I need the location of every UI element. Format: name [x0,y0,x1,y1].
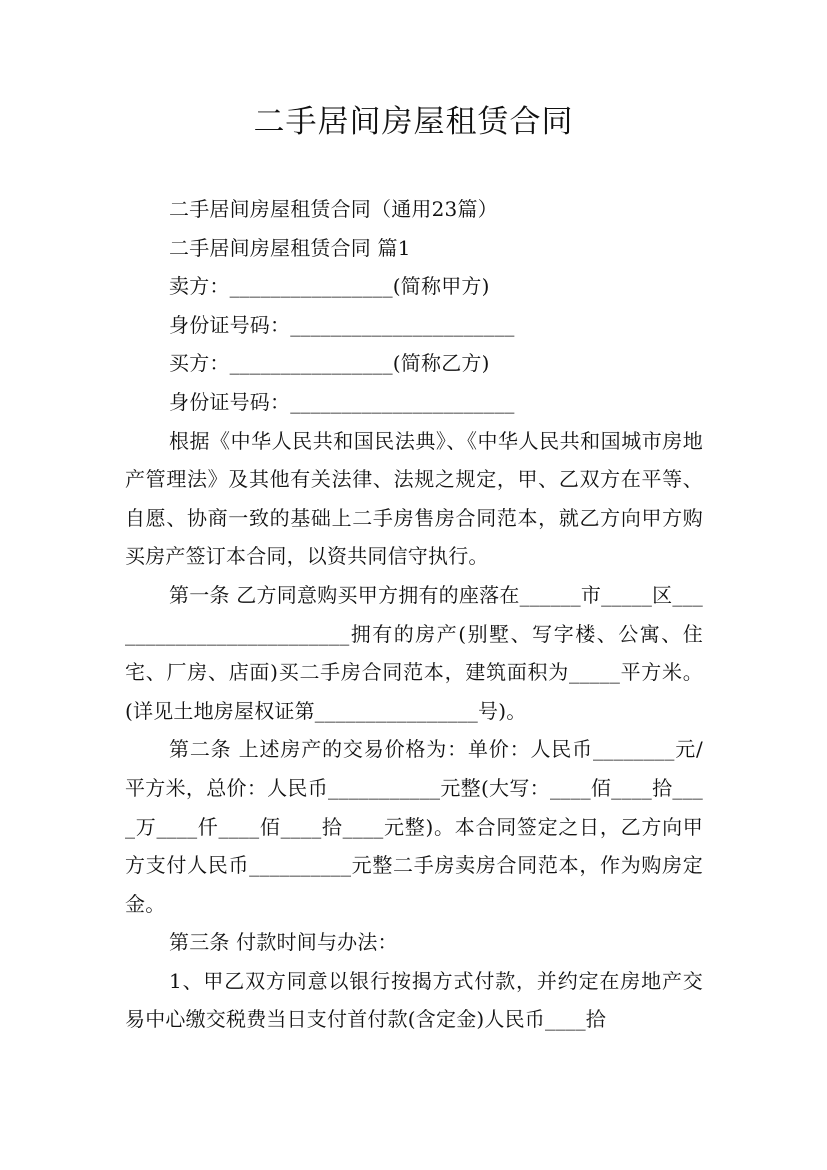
buyer-id-line: 身份证号码：______________________ [169,389,515,414]
article-3-item-1: 1、甲乙双方同意以银行按揭方式付款，并约定在房地产交易中心缴交税费当日支付首付款(含定金)人民币____拾 [125,968,703,1032]
preamble-paragraph: 根据《中华人民共和国民法典》、《中华人民共和国城市房地产管理法》及其他有关法律、法规之规定，甲、乙双方在平等、自愿、协商一致的基础上二手房售房合同范本，就乙方向甲方购买房产签订本合同，以资共同信守执行。 [125,428,703,569]
seller-line: 卖方：________________(简称甲方) [169,274,490,299]
section-heading: 二手居间房屋租赁合同 篇1 [169,235,411,260]
seller-id-line: 身份证号码：______________________ [169,312,515,337]
article-2-paragraph: 第二条 上述房产的交易价格为：单价：人民币________元/平方米，总价：人民币___________元整(大写：____佰____拾____万____仟____佰____拾____元整)。本合同签定之日，乙方向甲方支付人民币__________元整二手房卖房合同范本，作为购房定金。 [125,737,703,916]
document-title: 二手居间房屋租赁合同 [253,104,574,140]
subtitle-paragraph: 二手居间房屋租赁合同（通用23篇） [169,197,498,221]
article-3-heading: 第三条 付款时间与办法： [169,930,398,955]
document-body [125,190,703,1039]
article-1-paragraph: 第一条 乙方同意购买甲方拥有的座落在______市_____区_________________________拥有的房产(别墅、写字楼、公寓、住宅、厂房、店面)买二手房合同范本，建筑面积为_____平方米。(详见土地房屋权证第________________号)。 [125,582,703,723]
buyer-line: 买方：________________(简称乙方) [169,351,490,376]
